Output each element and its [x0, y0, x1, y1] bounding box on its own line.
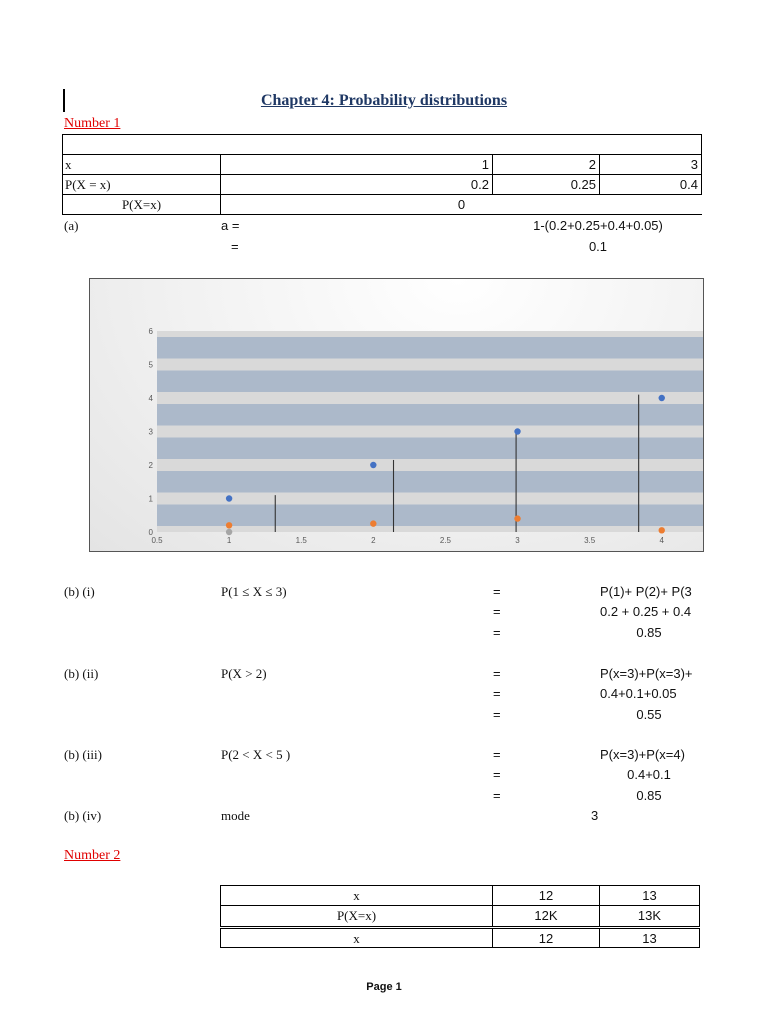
y-tick-label: 1 — [148, 494, 153, 504]
table-cell: 13K — [599, 905, 700, 927]
equals-sign: = — [493, 788, 501, 803]
y-tick-label: 5 — [148, 360, 153, 370]
part-b-rhs: P(1)+ P(2)+ P(3 — [600, 584, 692, 599]
x-tick-label: 4 — [659, 536, 664, 545]
table-cell: P(X = x) — [62, 174, 221, 195]
table-cell: 13 — [599, 885, 700, 906]
equals-sign: = — [493, 747, 501, 762]
y-tick-label: 2 — [148, 461, 153, 470]
x-tick-label: 3 — [515, 536, 520, 545]
part-a-eq: = — [231, 239, 239, 254]
y-tick-label: 3 — [148, 427, 153, 437]
grid-band — [157, 371, 704, 393]
part-a-lhs: a = — [221, 218, 240, 233]
number2-heading: Number 2 — [64, 848, 121, 863]
data-point-series-2 — [659, 527, 665, 533]
part-b-expr: P(2 < X < 5 ) — [221, 747, 291, 762]
part-b4-expr: mode — [221, 808, 250, 823]
data-point-series-2 — [226, 522, 232, 528]
table-cell: P(X=x) — [220, 905, 493, 927]
table-cell: 0 — [220, 194, 702, 215]
x-tick-label: 1 — [226, 536, 232, 545]
data-point-series-3 — [226, 529, 232, 535]
table-cell: 12 — [492, 885, 600, 906]
grid-band — [157, 438, 704, 460]
data-point-series-2 — [514, 515, 520, 521]
x-tick-label: 1.5 — [295, 536, 307, 545]
table-cell: 3 — [599, 154, 702, 175]
y-tick-label: 6 — [148, 327, 153, 336]
part-b-label: (b) (iii) — [64, 747, 102, 762]
part-b-rhs: 0.2 + 0.25 + 0.4 — [600, 604, 692, 619]
part-b-label: (b) (i) — [64, 584, 95, 599]
part-b4-value: 3 — [591, 808, 599, 823]
table-cell: 1 — [220, 154, 493, 175]
table-cell: 0.25 — [492, 174, 600, 195]
part-b-rhs: P(x=3)+P(x=4) — [600, 747, 685, 762]
table-cell: 2 — [492, 154, 600, 175]
equals-sign: = — [493, 686, 501, 701]
x-tick-label: 3.5 — [584, 536, 596, 545]
part-b-label: (b) (ii) — [64, 666, 99, 681]
number1-heading: Number 1 — [64, 116, 121, 131]
x-tick-label: 2.5 — [439, 536, 451, 545]
data-point-series-1 — [514, 428, 520, 434]
table-1-header-row — [62, 134, 702, 155]
grid-band — [157, 337, 704, 359]
equals-sign: = — [493, 625, 501, 640]
part-a-rhs: 1-(0.2+0.25+0.4+0.05) — [533, 218, 663, 233]
part-b-result: 0.85 — [636, 625, 662, 640]
table-cell: x — [220, 928, 493, 948]
y-tick-label: 4 — [148, 394, 153, 403]
equals-sign: = — [493, 666, 501, 681]
table-cell: x — [62, 154, 221, 175]
data-point-series-1 — [659, 395, 665, 401]
part-b-rhs: P(x=3)+P(x=3)+ — [600, 666, 693, 681]
y-tick-label: 0 — [148, 528, 153, 537]
equals-sign: = — [493, 604, 501, 619]
table-cell: 13 — [599, 928, 700, 948]
chart-container — [89, 278, 704, 552]
scatter-chart — [90, 279, 704, 552]
part-b-expr: P(1 ≤ X ≤ 3) — [221, 584, 287, 599]
table-cell: x — [220, 885, 493, 906]
equals-sign: = — [493, 767, 501, 782]
table-cell: P(X=x) — [62, 194, 221, 215]
part-b4-label: (b) (iv) — [64, 808, 102, 823]
part-b-expr: P(X > 2) — [221, 666, 267, 681]
table-cell: 0.2 — [220, 174, 493, 195]
equals-sign: = — [493, 707, 501, 722]
equals-sign: = — [493, 584, 501, 599]
part-a-result: 0.1 — [588, 239, 608, 254]
page-title: Chapter 4: Probability distributions — [260, 92, 508, 109]
part-a-label: (a) — [64, 218, 79, 233]
x-tick-label: 0.5 — [151, 536, 163, 545]
grid-band — [157, 505, 704, 527]
data-point-series-1 — [226, 495, 232, 501]
data-point-series-1 — [370, 462, 376, 468]
part-b-result: 0.85 — [636, 788, 662, 803]
table-cell: 0.4 — [599, 174, 702, 195]
part-b-rhs: 0.4+0.1+0.05 — [600, 686, 677, 701]
x-tick-label: 2 — [371, 536, 376, 545]
part-b-rhs: 0.4+0.1 — [627, 767, 671, 782]
grid-band — [157, 404, 704, 426]
part-b-result: 0.55 — [636, 707, 662, 722]
table-cell: 12K — [492, 905, 600, 927]
plot-area — [157, 331, 704, 532]
table-cell: 12 — [492, 928, 600, 948]
data-point-series-2 — [370, 520, 376, 526]
grid-band — [157, 471, 704, 493]
page-footer: Page 1 — [366, 981, 402, 993]
